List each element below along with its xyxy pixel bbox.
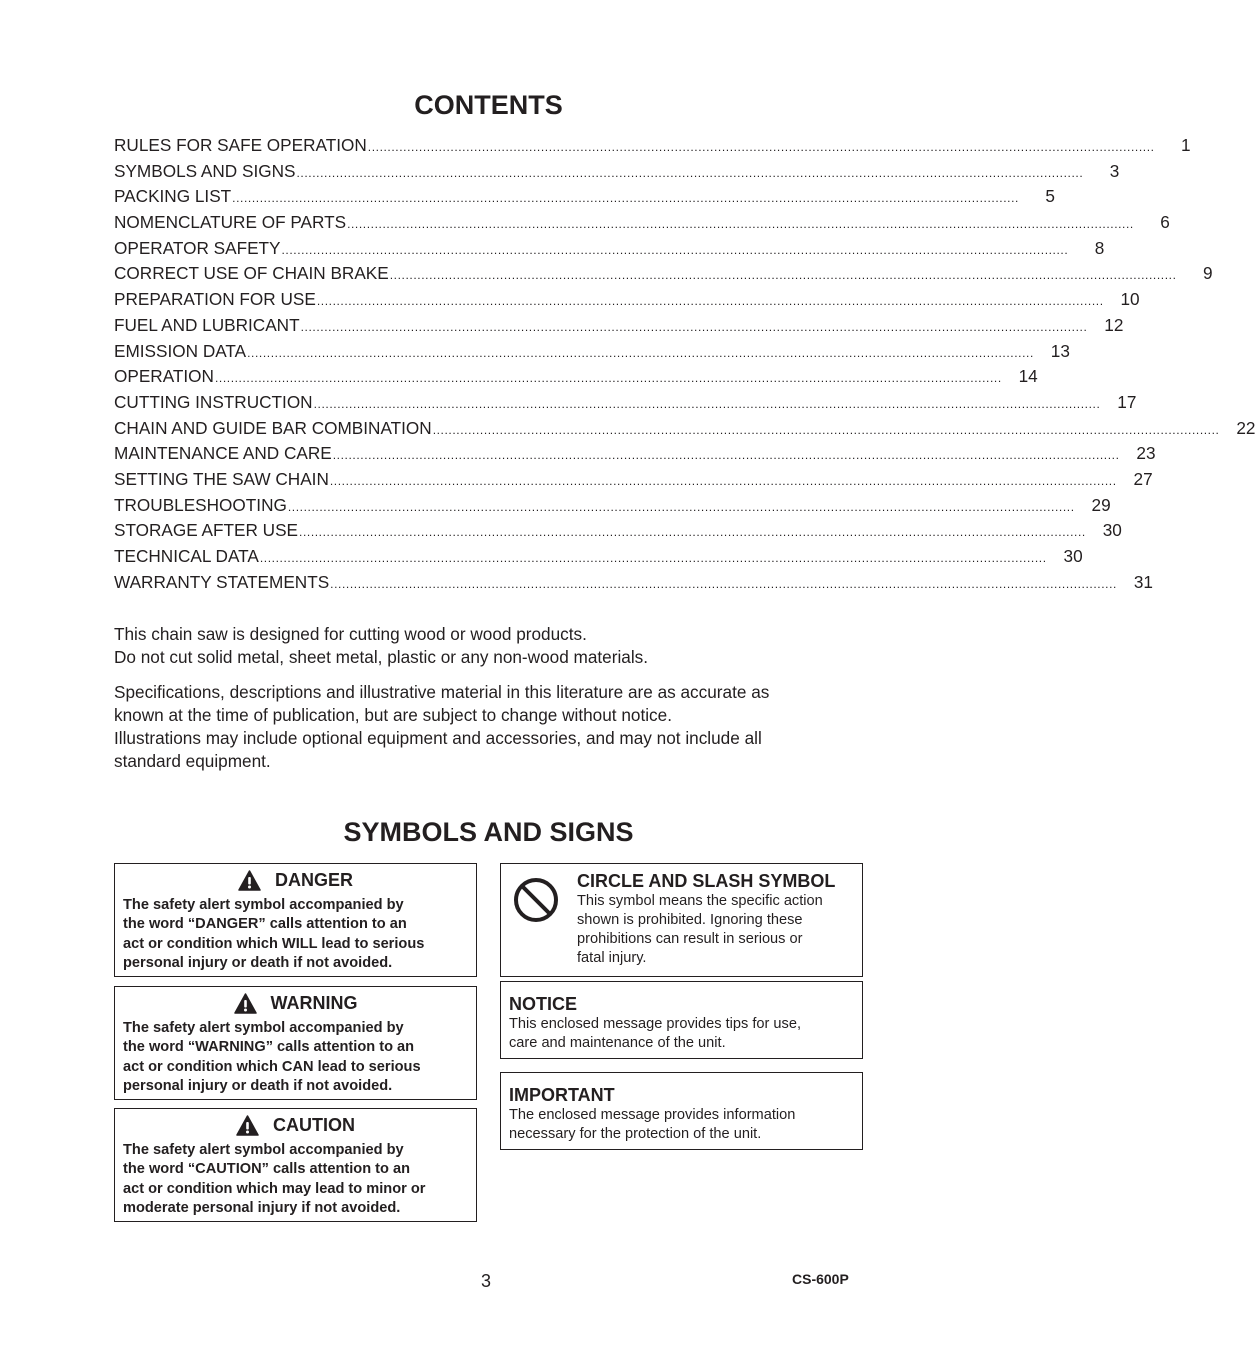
text-line: The safety alert symbol accompanied by — [123, 1142, 404, 1158]
dot-leader: ........................................................................................................................................................................................................ — [313, 396, 1101, 411]
toc-page-number: 30 — [1063, 546, 1083, 566]
dot-leader: ........................................................................................................................................................................................................ — [329, 473, 1117, 488]
text-line: standard equipment. — [114, 751, 271, 771]
text-line: care and maintenance of the unit. — [509, 1035, 726, 1051]
toc-page-number: 31 — [1133, 571, 1153, 592]
dot-leader: ........................................................................................................................................................................................................ — [296, 165, 1084, 180]
text-line: the word “CAUTION” calls attention to an — [123, 1161, 411, 1178]
dot-leader: ........................................................................................................................................................................................................ — [299, 525, 1086, 540]
toc-page-number: 8 — [1094, 237, 1105, 258]
text-line: fatal injury. — [577, 950, 647, 966]
text-line: prohibitions can result in serious or — [577, 931, 803, 947]
text-line: personal injury or death if not avoided. — [123, 1077, 393, 1094]
toc-row[interactable] — [114, 416, 1255, 442]
toc-page-number: 3 — [1109, 160, 1120, 181]
toc-entry-title: WARRANTY STATEMENTS — [114, 571, 330, 592]
circle-slash-description — [577, 892, 835, 968]
text-line: known at the time of publication, but are subject to change without notice. — [114, 705, 672, 725]
important-box — [500, 1072, 863, 1150]
danger-description — [123, 896, 468, 973]
toc-entry-title: CORRECT USE OF CHAIN BRAKE — [114, 263, 389, 284]
text-line: The enclosed message provides information — [509, 1107, 796, 1123]
text-line: This enclosed message provides tips for use, — [509, 1016, 802, 1032]
toc-row[interactable] — [114, 467, 1153, 493]
toc-entry-title: FUEL AND LUBRICANT — [114, 314, 300, 335]
toc-entry-title: RULES FOR SAFE OPERATION — [114, 135, 367, 155]
model-label: CS-600P — [792, 1271, 849, 1287]
caution-title: CAUTION — [273, 1114, 355, 1135]
dot-leader: ........................................................................................................................................................................................................ — [367, 140, 1155, 154]
toc-page-number: 5 — [1045, 186, 1055, 207]
toc-page-number: 29 — [1091, 494, 1111, 515]
safety-alert-triangle-icon — [238, 870, 261, 891]
toc-row[interactable] — [114, 210, 1170, 236]
toc-row[interactable] — [114, 184, 1055, 210]
toc-page-number: 17 — [1117, 391, 1137, 412]
warning-description — [123, 1019, 468, 1096]
toc-page-number: 14 — [1018, 366, 1038, 387]
caution-box — [114, 1108, 477, 1222]
toc-page-number: 27 — [1133, 468, 1153, 489]
toc-row[interactable] — [114, 159, 1120, 185]
text-line: act or condition which CAN lead to serious — [123, 1058, 421, 1075]
toc-row[interactable] — [114, 364, 1038, 390]
danger-box — [114, 863, 477, 977]
toc-page-number: 23 — [1136, 443, 1156, 464]
text-line: personal injury or death if not avoided. — [123, 954, 393, 971]
toc-row[interactable] — [114, 544, 1083, 570]
circle-slash-icon — [513, 877, 559, 923]
notice-box — [500, 981, 863, 1059]
toc-page-number: 9 — [1202, 263, 1213, 284]
text-line: This symbol means the specific action — [577, 893, 823, 909]
toc-entry-title: MAINTENANCE AND CARE — [114, 443, 332, 464]
danger-title-row — [115, 869, 476, 891]
toc-page-number: 6 — [1160, 212, 1170, 233]
caution-title-row — [115, 1114, 476, 1136]
dot-leader: ........................................................................................................................................................................................................ — [347, 217, 1134, 232]
text-line: act or condition which WILL lead to serious — [123, 935, 425, 952]
dot-leader: ........................................................................................................................................................................................................ — [432, 422, 1220, 437]
circle-slash-content — [577, 870, 835, 968]
text-line: shown is prohibited. Ignoring these — [577, 912, 803, 928]
toc-entry-title: OPERATOR SAFETY — [114, 237, 281, 258]
text-line: necessary for the protection of the unit. — [509, 1126, 762, 1142]
toc-row[interactable] — [114, 313, 1124, 339]
notice-description — [509, 1015, 801, 1053]
danger-title: DANGER — [274, 869, 353, 890]
intro-paragraph — [114, 623, 854, 669]
notice-title: NOTICE — [509, 994, 578, 1014]
dot-leader: ........................................................................................................................................................................................................ — [232, 191, 1019, 206]
dot-leader: ........................................................................................................................................................................................................ — [316, 294, 1104, 309]
toc-page-number: 10 — [1120, 289, 1140, 310]
toc-page-number: 22 — [1236, 417, 1255, 438]
toc-page-number: 12 — [1104, 314, 1124, 335]
dot-leader: ........................................................................................................................................................................................................ — [281, 242, 1069, 257]
text-line: the word “WARNING” calls attention to an — [123, 1039, 415, 1056]
notice-content — [509, 993, 801, 1053]
safety-alert-triangle-icon — [234, 993, 257, 1014]
dot-leader: ........................................................................................................................................................................................................ — [259, 551, 1047, 565]
dot-leader: ........................................................................................................................................................................................................ — [332, 448, 1120, 463]
toc-page-number: 13 — [1050, 340, 1070, 361]
circle-slash-title: CIRCLE AND SLASH SYMBOL — [577, 871, 836, 891]
toc-page-number: 30 — [1102, 520, 1122, 541]
toc-entry-title: TROUBLESHOOTING — [114, 494, 287, 515]
toc-entry-title: EMISSION DATA — [114, 340, 247, 361]
toc-row[interactable] — [114, 261, 1213, 287]
specification-note-paragraph — [114, 681, 854, 773]
toc-entry-title: SYMBOLS AND SIGNS — [114, 160, 296, 181]
dot-leader: ........................................................................................................................................................................................................ — [389, 268, 1177, 283]
warning-box — [114, 986, 477, 1100]
text-line: Specifications, descriptions and illustrative material in this literature are as accurate as — [114, 682, 770, 702]
text-line: act or condition which may lead to minor or — [123, 1180, 426, 1197]
toc-entry-title: STORAGE AFTER USE — [114, 520, 299, 541]
toc-entry-title: OPERATION — [114, 366, 214, 387]
toc-row[interactable] — [114, 493, 1111, 519]
toc-entry-title: CHAIN AND GUIDE BAR COMBINATION — [114, 417, 432, 438]
dot-leader: ........................................................................................................................................................................................................ — [330, 576, 1117, 591]
toc-entry-title: PREPARATION FOR USE — [114, 289, 316, 310]
toc-row[interactable] — [114, 339, 1070, 365]
symbols-heading: SYMBOLS AND SIGNS — [343, 817, 634, 847]
warning-title: WARNING — [270, 992, 358, 1013]
toc-row[interactable] — [114, 133, 1191, 159]
text-line: the word “DANGER” calls attention to an — [123, 916, 407, 933]
dot-leader: ........................................................................................................................................................................................................ — [214, 371, 1002, 386]
circle-slash-box — [500, 863, 863, 977]
toc-row[interactable] — [114, 390, 1137, 416]
toc-row[interactable] — [114, 441, 1156, 467]
toc-entry-title: NOMENCLATURE OF PARTS — [114, 212, 347, 233]
important-title: IMPORTANT — [509, 1085, 615, 1105]
toc-row[interactable] — [114, 236, 1105, 262]
text-line: The safety alert symbol accompanied by — [123, 1020, 404, 1036]
toc-entry-title: CUTTING INSTRUCTION — [114, 391, 313, 412]
important-content — [509, 1084, 795, 1144]
text-line: moderate personal injury if not avoided. — [123, 1199, 401, 1216]
toc-row[interactable] — [114, 287, 1140, 313]
toc-row[interactable] — [114, 518, 1122, 544]
page-number: 3 — [481, 1271, 492, 1291]
table-of-contents — [114, 133, 1255, 595]
toc-page-number: 1 — [1181, 135, 1191, 155]
toc-row[interactable] — [114, 570, 1153, 596]
text-line: Do not cut solid metal, sheet metal, plastic or any non-wood materials. — [114, 647, 649, 667]
toc-entry-title: SETTING THE SAW CHAIN — [114, 468, 329, 489]
text-line: The safety alert symbol accompanied by — [123, 897, 404, 913]
caution-description — [123, 1141, 468, 1218]
toc-entry-title: PACKING LIST — [114, 186, 232, 207]
warning-title-row — [115, 992, 476, 1014]
toc-entry-title: TECHNICAL DATA — [114, 546, 259, 566]
dot-leader: ........................................................................................................................................................................................................ — [287, 499, 1075, 514]
contents-heading: CONTENTS — [414, 90, 563, 120]
dot-leader: ........................................................................................................................................................................................................ — [300, 319, 1088, 334]
important-description — [509, 1106, 795, 1144]
dot-leader: ........................................................................................................................................................................................................ — [247, 345, 1034, 360]
safety-alert-triangle-icon — [236, 1115, 259, 1136]
text-line: Illustrations may include optional equipment and accessories, and may not include all — [114, 728, 762, 748]
text-line: This chain saw is designed for cutting wood or wood products. — [114, 624, 587, 644]
